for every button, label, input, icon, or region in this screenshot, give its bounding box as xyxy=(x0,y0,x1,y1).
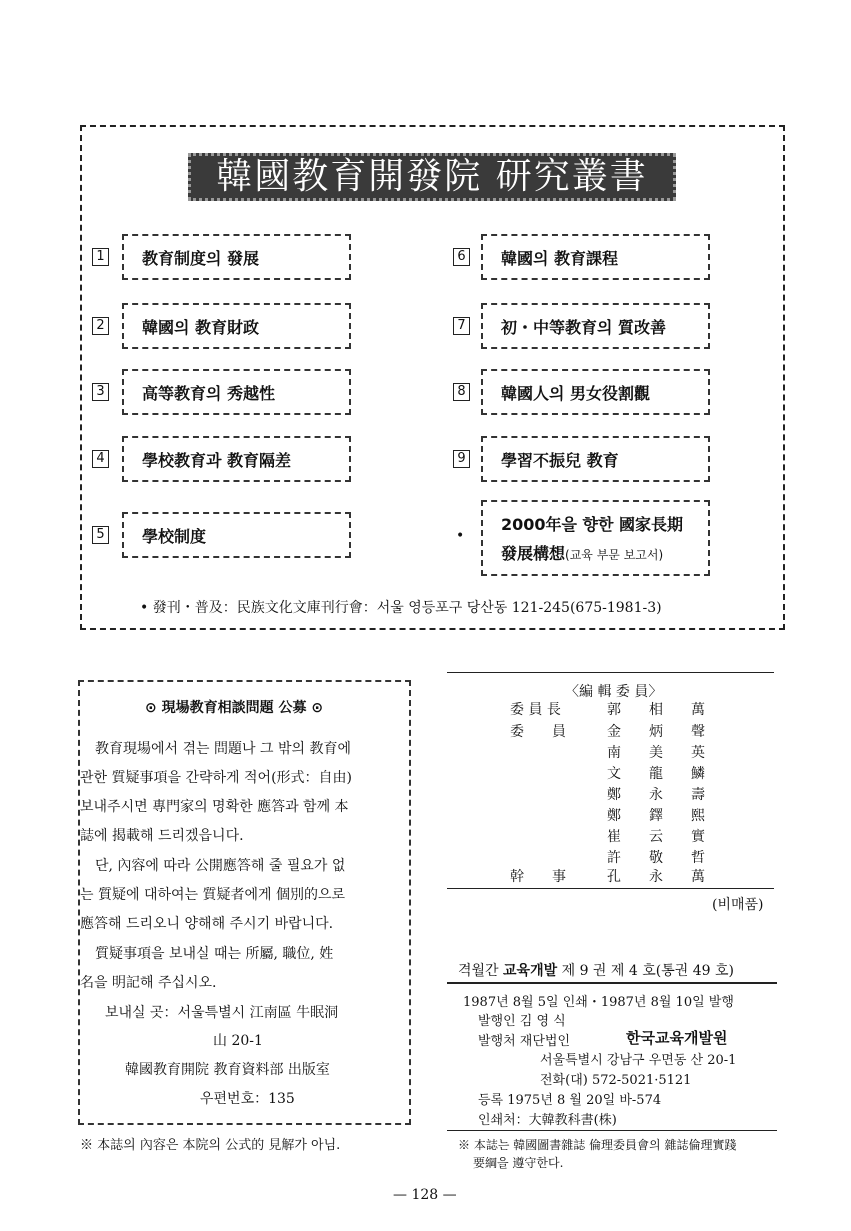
book-number: 5 xyxy=(92,526,109,544)
editorial-heading: 〈編 輯 委 員〉 xyxy=(565,684,663,700)
notice-line: 보내주시면 專門家의 명확한 應答과 함께 本 xyxy=(80,799,349,815)
colophon-footnote: 要綱을 遵守한다. xyxy=(473,1156,564,1170)
book-item xyxy=(481,500,710,576)
book-title: 學習不振兒 教育 xyxy=(501,450,619,470)
colophon-line: 등록 1975년 8 월 20일 바-574 xyxy=(478,1093,662,1108)
notice-line: 誌에 揭載해 드리겠읍니다. xyxy=(80,828,244,844)
notice-line: 教育現場에서 겪는 問題나 그 밖의 教育에 xyxy=(95,741,351,757)
colophon-rule xyxy=(447,1130,777,1131)
notice-line: 보내실 곳：서울특별시 江南區 牛眠洞 xyxy=(105,1005,339,1021)
book-number: 9 xyxy=(453,450,470,468)
not-for-sale: (비매품) xyxy=(712,897,764,913)
book-number: 7 xyxy=(453,317,470,335)
book-title-line2 xyxy=(501,541,663,564)
book-title: 高等教育의 秀越性 xyxy=(142,383,276,403)
book-item xyxy=(122,303,351,349)
notice-line: 관한 質疑事項을 간략하게 적어(形式：自由) xyxy=(80,770,352,786)
book-item xyxy=(481,369,710,415)
notice-line: 우편번호：135 xyxy=(200,1091,295,1107)
book-item xyxy=(122,436,351,482)
book-item xyxy=(481,436,710,482)
notice-title: ⊙ 現場教育相談問題 公募 ⊙ xyxy=(145,700,324,716)
book-number: 6 xyxy=(453,248,470,266)
book-title: 學校教育과 教育隔差 xyxy=(142,450,292,470)
colophon-line: 발행인 김 영 식 xyxy=(478,1014,566,1029)
book-title: 韓國의 教育課程 xyxy=(501,248,619,268)
colophon-footnote: ※ 本誌는 韓國圖書雜誌 倫理委員會의 雜誌倫理實踐 xyxy=(458,1138,737,1152)
book-title-line1: 2000年을 향한 國家長期 xyxy=(501,515,684,534)
notice-line: 山 20-1 xyxy=(213,1033,263,1049)
book-title-main: 發展構想 xyxy=(501,544,566,563)
book-number: 4 xyxy=(92,450,109,468)
book-bullet: • xyxy=(456,528,465,544)
book-number: 1 xyxy=(92,248,109,266)
colophon-line: 전화(대) 572-5021·5121 xyxy=(540,1073,692,1088)
notice-footnote: ※ 本誌의 內容은 本院의 公式的 見解가 아님. xyxy=(80,1138,341,1153)
book-title: 韓國人의 男女役割觀 xyxy=(501,383,651,403)
notice-line: 는 質疑에 대하여는 質疑者에게 個別的으로 xyxy=(80,887,346,903)
editorial-member: 崔 云 實 xyxy=(607,829,705,845)
book-number: 2 xyxy=(92,317,109,335)
editorial-member: 郭 相 萬 xyxy=(607,702,705,718)
editorial-role: 委 員 長 xyxy=(510,702,561,718)
colophon-line: 서울특별시 강남구 우면동 산 20-1 xyxy=(540,1053,737,1068)
editorial-member: 鄭 鐸 熙 xyxy=(607,808,705,824)
colophon-line: 발행처 재단법인 xyxy=(478,1034,571,1049)
page-number: — 128 — xyxy=(393,1187,457,1203)
book-item xyxy=(122,369,351,415)
notice-line: 韓國教育開院 教育資料部 出版室 xyxy=(125,1062,330,1078)
colophon-title-suffix: 제 9 권 제 4 호(통권 49 호) xyxy=(557,963,734,979)
book-title-sub: (교육 부문 보고서) xyxy=(565,548,664,562)
editorial-member: 孔 永 萬 xyxy=(607,869,705,885)
colophon-rule xyxy=(447,982,777,984)
magazine-name: 교육개발 xyxy=(503,963,558,979)
notice-line: 名을 明記해 주십시오. xyxy=(80,975,217,991)
book-number: 3 xyxy=(92,383,109,401)
editorial-member: 金 炳 聲 xyxy=(607,724,705,740)
editorial-member: 鄭 永 壽 xyxy=(607,787,705,803)
book-title: 學校制度 xyxy=(142,526,207,546)
editorial-member: 文 龍 鱗 xyxy=(607,766,705,782)
publisher-name: 한국교육개발원 xyxy=(626,1029,728,1047)
book-item xyxy=(122,234,351,280)
editorial-role: 委 員 xyxy=(510,724,566,740)
book-title: 韓國의 教育財政 xyxy=(142,317,260,337)
colophon-line: 1987년 8월 5일 인쇄・1987년 8월 10일 발행 xyxy=(463,995,734,1010)
book-title: 教育制度의 發展 xyxy=(142,248,260,268)
book-item xyxy=(481,303,710,349)
book-title: 初・中等教育의 質改善 xyxy=(501,317,667,337)
book-item xyxy=(122,512,351,558)
publisher-line: • 發刊・普及：民族文化文庫刊行會：서울 영등포구 당산동 121-245(675-1981-3) xyxy=(140,600,662,616)
colophon-line: 인쇄처：大韓教科書(株) xyxy=(478,1113,617,1128)
editorial-role: 幹 事 xyxy=(510,869,566,885)
editorial-member: 許 敬 哲 xyxy=(607,850,705,866)
editorial-member: 南 美 英 xyxy=(607,745,705,761)
colophon-title-prefix: 격월간 xyxy=(458,963,504,979)
colophon-title xyxy=(458,960,734,980)
series-title: 韓國教育開發院 研究叢書 xyxy=(188,153,676,201)
notice-line: 단, 內容에 따라 公開應答해 줄 필요가 없 xyxy=(95,858,346,874)
notice-line: 質疑事項을 보내실 때는 所屬, 職位, 姓 xyxy=(95,946,334,962)
book-number: 8 xyxy=(453,383,470,401)
book-item xyxy=(481,234,710,280)
notice-line: 應答해 드리오니 양해해 주시기 바랍니다. xyxy=(80,916,334,932)
